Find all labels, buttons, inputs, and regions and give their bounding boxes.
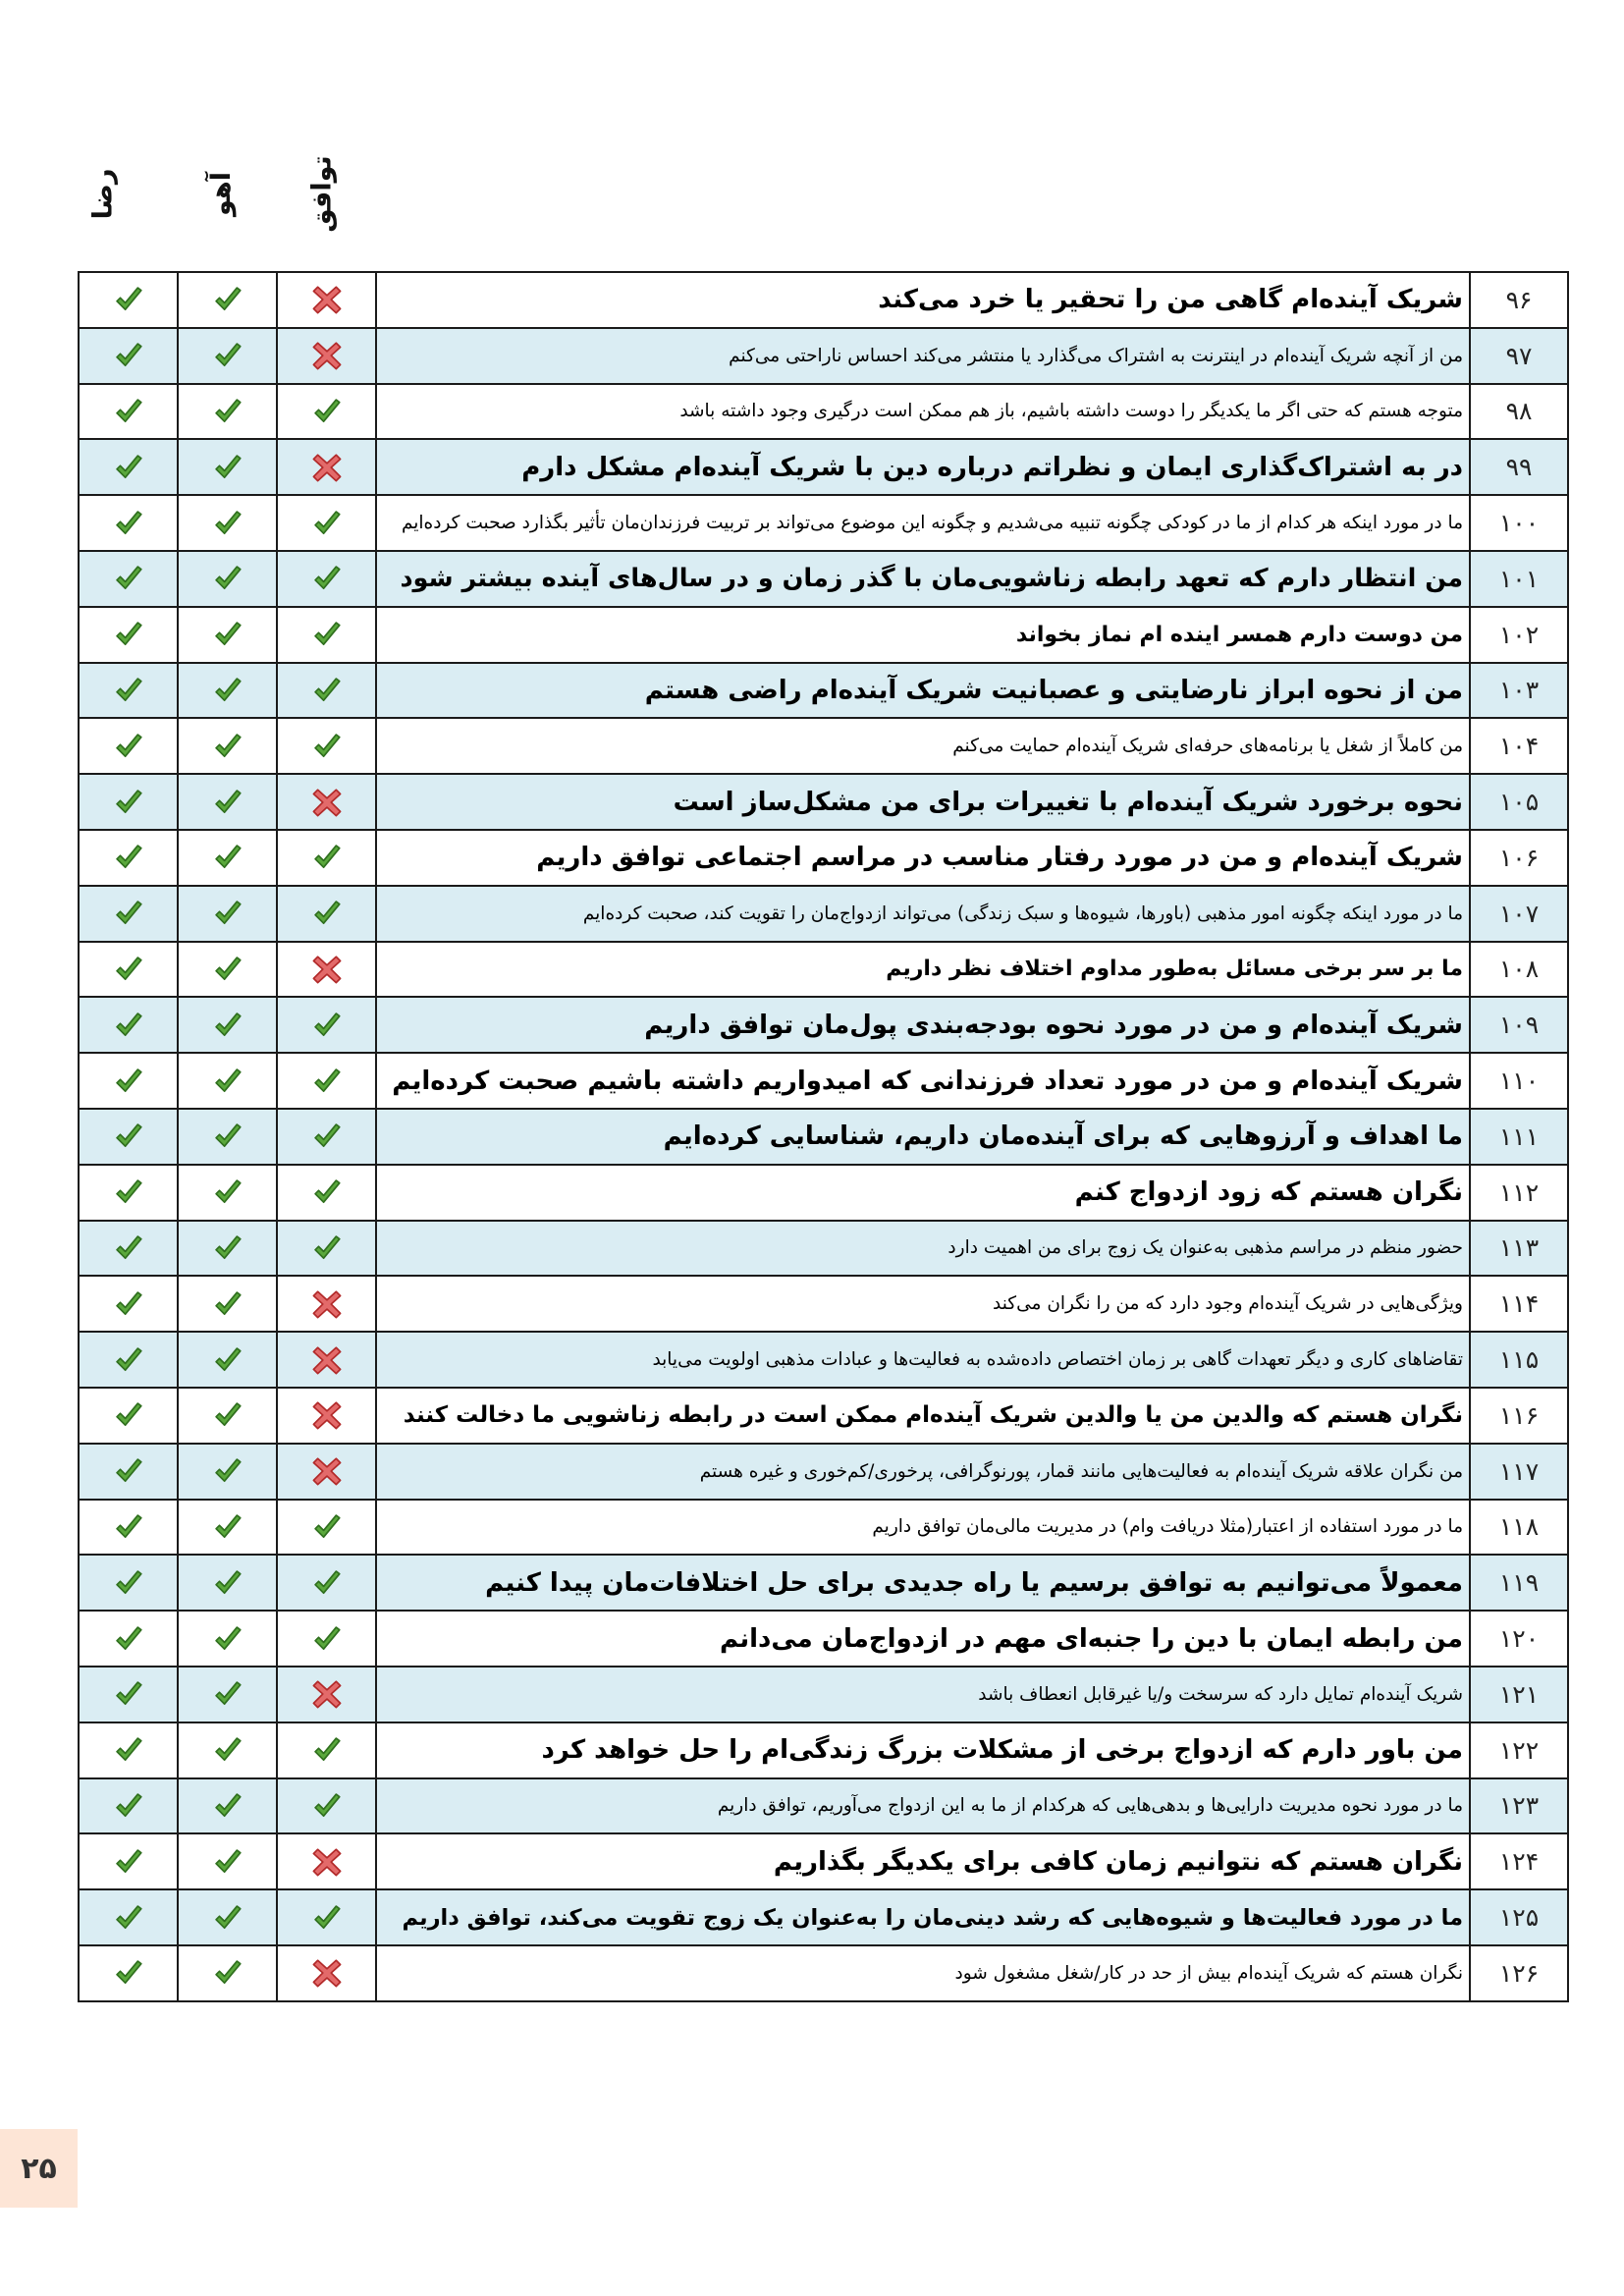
reza-cell xyxy=(79,551,178,607)
reza-cell xyxy=(79,1945,178,2001)
agreement-cell xyxy=(277,1555,376,1611)
reza-cell xyxy=(79,1555,178,1611)
ahoo-cell xyxy=(178,607,277,663)
agreement-cell xyxy=(277,997,376,1053)
statement-text: ما در مورد اینکه هر کدام از ما در کودکی چگونه تنبیه می‌شدیم و چگونه این موضوع می‌تواند بر تربیت فرزندان‌مان تأثیر بگذارد صحبت کرده‌ایم xyxy=(376,495,1470,551)
ahoo-cell xyxy=(178,384,277,440)
check-icon xyxy=(80,562,177,595)
statement-text: ما اهداف و آرزوهایی که برای آینده‌مان داریم، شناسایی کرده‌ایم xyxy=(376,1109,1470,1165)
item-number: ۱۱۲ xyxy=(1470,1165,1568,1221)
statement-text: من رابطه ایمان با دین را جنبه‌ای مهم در ازدواج‌مان می‌دانم xyxy=(376,1611,1470,1667)
item-number: ۱۱۶ xyxy=(1470,1388,1568,1444)
agreement-cell xyxy=(277,1833,376,1889)
agreement-cell xyxy=(277,551,376,607)
agreement-cell xyxy=(277,1611,376,1667)
table-row xyxy=(79,1945,1568,2001)
ahoo-cell xyxy=(178,1500,277,1556)
ahoo-cell xyxy=(178,997,277,1053)
item-number: ۱۰۹ xyxy=(1470,997,1568,1053)
reza-cell xyxy=(79,1165,178,1221)
statement-text: ما در مورد استفاده از اعتبار(مثلا دریافت وام) در مدیریت مالی‌مان توافق داریم xyxy=(376,1500,1470,1556)
item-number: ۱۲۴ xyxy=(1470,1833,1568,1889)
reza-cell xyxy=(79,663,178,719)
check-icon xyxy=(278,1566,375,1600)
item-number: ۱۱۵ xyxy=(1470,1332,1568,1388)
cross-icon xyxy=(278,786,375,819)
table-row xyxy=(79,1388,1568,1444)
statement-text: نگران هستم که زود ازدواج کنم xyxy=(376,1165,1470,1221)
statement-text: شریک آینده‌ام گاهی من را تحقیر یا خرد می‌کند xyxy=(376,272,1470,328)
item-number: ۱۱۰ xyxy=(1470,1053,1568,1109)
table-row xyxy=(79,1555,1568,1611)
check-icon xyxy=(179,674,276,707)
check-icon xyxy=(80,1733,177,1767)
agreement-cell xyxy=(277,1722,376,1778)
check-icon xyxy=(179,562,276,595)
agreement-cell xyxy=(277,1053,376,1109)
ahoo-cell xyxy=(178,1945,277,2001)
check-icon xyxy=(179,507,276,540)
check-icon xyxy=(80,1956,177,1990)
ahoo-cell xyxy=(178,886,277,942)
item-number: ۱۱۷ xyxy=(1470,1444,1568,1500)
check-icon xyxy=(278,730,375,763)
check-icon xyxy=(278,1231,375,1265)
item-number: ۱۱۳ xyxy=(1470,1221,1568,1277)
table-row xyxy=(79,1667,1568,1722)
ahoo-cell xyxy=(178,1388,277,1444)
agreement-cell xyxy=(277,718,376,774)
check-icon xyxy=(278,1065,375,1098)
ahoo-cell xyxy=(178,439,277,495)
survey-table xyxy=(78,271,1569,2002)
cross-icon xyxy=(278,1845,375,1879)
check-icon xyxy=(179,283,276,316)
item-number: ۱۰۴ xyxy=(1470,718,1568,774)
check-icon xyxy=(278,1733,375,1767)
reza-cell xyxy=(79,1388,178,1444)
cross-icon xyxy=(278,1343,375,1377)
table-row xyxy=(79,1444,1568,1500)
statement-text: ما در مورد نحوه مدیریت دارایی‌ها و بدهی‌هایی که هرکدام از ما به این ازدواج می‌آوریم، توافق داریم xyxy=(376,1778,1470,1834)
check-icon xyxy=(80,451,177,484)
check-icon xyxy=(80,339,177,372)
check-icon xyxy=(80,1622,177,1656)
agreement-cell xyxy=(277,1388,376,1444)
agreement-cell xyxy=(277,607,376,663)
check-icon xyxy=(179,897,276,930)
reza-cell xyxy=(79,272,178,328)
table-row xyxy=(79,272,1568,328)
cross-icon xyxy=(278,339,375,372)
table-row xyxy=(79,718,1568,774)
agreement-cell xyxy=(277,1221,376,1277)
ahoo-cell xyxy=(178,1833,277,1889)
reza-cell xyxy=(79,1444,178,1500)
statement-text: شریک آینده‌ام و من در مورد نحوه بودجه‌بندی پول‌مان توافق داریم xyxy=(376,997,1470,1053)
reza-cell xyxy=(79,942,178,998)
agreement-cell xyxy=(277,1667,376,1722)
ahoo-cell xyxy=(178,1889,277,1945)
check-icon xyxy=(80,1398,177,1432)
item-number: ۱۲۱ xyxy=(1470,1667,1568,1722)
table-row xyxy=(79,1276,1568,1332)
reza-cell xyxy=(79,1722,178,1778)
check-icon xyxy=(80,1566,177,1600)
check-icon xyxy=(278,1009,375,1042)
cross-icon xyxy=(278,1287,375,1321)
statement-text: تقاضاهای کاری و دیگر تعهدات گاهی بر زمان اختصاص داده‌شده به فعالیت‌ها و عبادات مذهبی اولویت می‌یابد xyxy=(376,1332,1470,1388)
agreement-cell xyxy=(277,886,376,942)
reza-cell xyxy=(79,384,178,440)
cross-icon xyxy=(278,1454,375,1488)
ahoo-cell xyxy=(178,1165,277,1221)
cross-icon xyxy=(278,451,375,484)
item-number: ۱۲۵ xyxy=(1470,1889,1568,1945)
item-number: ۱۰۶ xyxy=(1470,830,1568,886)
check-icon xyxy=(179,1845,276,1879)
reza-cell xyxy=(79,997,178,1053)
agreement-cell xyxy=(277,774,376,830)
check-icon xyxy=(179,618,276,651)
statement-text: من باور دارم که ازدواج برخی از مشکلات بزرگ زندگی‌ام را حل خواهد کرد xyxy=(376,1722,1470,1778)
reza-cell xyxy=(79,1332,178,1388)
item-number: ۱۰۳ xyxy=(1470,663,1568,719)
agreement-cell xyxy=(277,495,376,551)
reza-cell xyxy=(79,1276,178,1332)
check-icon xyxy=(80,1677,177,1711)
check-icon xyxy=(80,1009,177,1042)
statement-text: من دوست دارم همسر اینده ام نماز بخواند xyxy=(376,607,1470,663)
item-number: ۹۷ xyxy=(1470,328,1568,384)
check-icon xyxy=(80,283,177,316)
check-icon xyxy=(179,1566,276,1600)
ahoo-cell xyxy=(178,1611,277,1667)
table-row xyxy=(79,1332,1568,1388)
check-icon xyxy=(179,730,276,763)
reza-cell xyxy=(79,439,178,495)
check-icon xyxy=(278,1789,375,1823)
agreement-cell xyxy=(277,1945,376,2001)
check-icon xyxy=(179,1622,276,1656)
reza-cell xyxy=(79,718,178,774)
statement-text: متوجه هستم که حتی اگر ما یکدیگر را دوست داشته باشیم، باز هم ممکن است درگیری وجود داشته باشد xyxy=(376,384,1470,440)
cross-icon xyxy=(278,1398,375,1432)
ahoo-cell xyxy=(178,718,277,774)
check-icon xyxy=(179,1120,276,1153)
table-row xyxy=(79,1778,1568,1834)
ahoo-cell xyxy=(178,328,277,384)
agreement-cell xyxy=(277,1165,376,1221)
reza-cell xyxy=(79,1778,178,1834)
table-row xyxy=(79,439,1568,495)
item-number: ۱۲۰ xyxy=(1470,1611,1568,1667)
check-icon xyxy=(80,1231,177,1265)
check-icon xyxy=(80,618,177,651)
ahoo-cell xyxy=(178,1667,277,1722)
statement-text: ما در مورد فعالیت‌ها و شیوه‌هایی که رشد دینی‌مان را به‌عنوان یک زوج تقویت می‌کند، توافق داریم xyxy=(376,1889,1470,1945)
item-number: ۱۱۹ xyxy=(1470,1555,1568,1611)
table-row xyxy=(79,495,1568,551)
check-icon xyxy=(278,507,375,540)
check-icon xyxy=(80,1901,177,1935)
check-icon xyxy=(179,395,276,428)
ahoo-cell xyxy=(178,1555,277,1611)
table-row xyxy=(79,1221,1568,1277)
check-icon xyxy=(179,451,276,484)
item-number: ۱۰۱ xyxy=(1470,551,1568,607)
ahoo-cell xyxy=(178,495,277,551)
ahoo-cell xyxy=(178,551,277,607)
check-icon xyxy=(80,395,177,428)
check-icon xyxy=(179,1956,276,1990)
agreement-cell xyxy=(277,439,376,495)
table-row xyxy=(79,663,1568,719)
agreement-cell xyxy=(277,1276,376,1332)
check-icon xyxy=(179,1789,276,1823)
reza-cell xyxy=(79,1500,178,1556)
statement-text: در به اشتراک‌گذاری ایمان و نظراتم درباره دین با شریک آینده‌ام مشکل دارم xyxy=(376,439,1470,495)
column-header-ahoo: آهو xyxy=(205,172,237,216)
agreement-cell xyxy=(277,1889,376,1945)
check-icon xyxy=(179,1009,276,1042)
statement-text: شریک آینده‌ام و من در مورد تعداد فرزندانی که امیدواریم داشته باشیم صحبت کرده‌ایم xyxy=(376,1053,1470,1109)
agreement-cell xyxy=(277,328,376,384)
item-number: ۱۱۱ xyxy=(1470,1109,1568,1165)
check-icon xyxy=(80,786,177,819)
check-icon xyxy=(179,1677,276,1711)
reza-cell xyxy=(79,607,178,663)
table-row xyxy=(79,774,1568,830)
check-icon xyxy=(179,953,276,986)
statement-text: من از آنچه شریک آینده‌ام در اینترنت به اشتراک می‌گذارد یا منتشر می‌کند احساس ناراحتی می‌کنم xyxy=(376,328,1470,384)
table-row xyxy=(79,942,1568,998)
ahoo-cell xyxy=(178,1109,277,1165)
ahoo-cell xyxy=(178,1444,277,1500)
check-icon xyxy=(179,1510,276,1544)
agreement-cell xyxy=(277,384,376,440)
page-number: ۲۵ xyxy=(0,2129,78,2208)
statement-text: نگران هستم که شریک آینده‌ام بیش از حد در کار/شغل مشغول شود xyxy=(376,1945,1470,2001)
check-icon xyxy=(80,1065,177,1098)
item-number: ۹۸ xyxy=(1470,384,1568,440)
ahoo-cell xyxy=(178,1332,277,1388)
check-icon xyxy=(179,1454,276,1488)
table-row xyxy=(79,551,1568,607)
check-icon xyxy=(80,953,177,986)
table-row xyxy=(79,328,1568,384)
statement-text: معمولاً می‌توانیم به توافق برسیم یا راه جدیدی برای حل اختلافات‌مان پیدا کنیم xyxy=(376,1555,1470,1611)
ahoo-cell xyxy=(178,1778,277,1834)
item-number: ۱۱۸ xyxy=(1470,1500,1568,1556)
item-number: ۱۲۲ xyxy=(1470,1722,1568,1778)
reza-cell xyxy=(79,1667,178,1722)
agreement-cell xyxy=(277,1109,376,1165)
check-icon xyxy=(80,841,177,874)
check-icon xyxy=(278,674,375,707)
reza-cell xyxy=(79,1889,178,1945)
check-icon xyxy=(278,1510,375,1544)
statement-text: شریک آینده‌ام و من در مورد رفتار مناسب در مراسم اجتماعی توافق داریم xyxy=(376,830,1470,886)
table-row xyxy=(79,1833,1568,1889)
statement-text: حضور منظم در مراسم مذهبی به‌عنوان یک زوج برای من اهمیت دارد xyxy=(376,1221,1470,1277)
check-icon xyxy=(80,1175,177,1209)
ahoo-cell xyxy=(178,1276,277,1332)
item-number: ۱۰۷ xyxy=(1470,886,1568,942)
agreement-cell xyxy=(277,1778,376,1834)
table-row xyxy=(79,1053,1568,1109)
agreement-cell xyxy=(277,830,376,886)
reza-cell xyxy=(79,1053,178,1109)
reza-cell xyxy=(79,1221,178,1277)
check-icon xyxy=(80,1287,177,1321)
table-row xyxy=(79,1889,1568,1945)
item-number: ۱۱۴ xyxy=(1470,1276,1568,1332)
agreement-cell xyxy=(277,663,376,719)
reza-cell xyxy=(79,1611,178,1667)
statement-text: نحوه برخورد شریک آینده‌ام با تغییرات برای من مشکل‌ساز است xyxy=(376,774,1470,830)
check-icon xyxy=(278,562,375,595)
ahoo-cell xyxy=(178,1722,277,1778)
statement-text: ما در مورد اینکه چگونه امور مذهبی (باورها، شیوه‌ها و سبک زندگی) می‌تواند ازدواج‌مان را تقویت کند، صحبت کرده‌ایم xyxy=(376,886,1470,942)
statement-text: شریک آینده‌ام تمایل دارد که سرسخت و/یا غیرقابل انعطاف باشد xyxy=(376,1667,1470,1722)
reza-cell xyxy=(79,1833,178,1889)
reza-cell xyxy=(79,328,178,384)
check-icon xyxy=(80,1845,177,1879)
check-icon xyxy=(179,1398,276,1432)
item-number: ۱۰۸ xyxy=(1470,942,1568,998)
table-row xyxy=(79,607,1568,663)
table-row xyxy=(79,1500,1568,1556)
check-icon xyxy=(278,395,375,428)
statement-text: من از نحوه ابراز نارضایتی و عصبانیت شریک آینده‌ام راضی هستم xyxy=(376,663,1470,719)
agreement-cell xyxy=(277,272,376,328)
check-icon xyxy=(179,1231,276,1265)
ahoo-cell xyxy=(178,830,277,886)
check-icon xyxy=(278,1901,375,1935)
check-icon xyxy=(278,897,375,930)
check-icon xyxy=(80,730,177,763)
ahoo-cell xyxy=(178,1053,277,1109)
column-header-reza: رضا xyxy=(87,168,119,220)
statement-text: ویژگی‌هایی در شریک آینده‌ام وجود دارد که من را نگران می‌کند xyxy=(376,1276,1470,1332)
table-row xyxy=(79,1109,1568,1165)
check-icon xyxy=(179,1175,276,1209)
agreement-cell xyxy=(277,1444,376,1500)
check-icon xyxy=(179,339,276,372)
table-row xyxy=(79,1611,1568,1667)
ahoo-cell xyxy=(178,272,277,328)
cross-icon xyxy=(278,1956,375,1990)
agreement-cell xyxy=(277,1332,376,1388)
table-row xyxy=(79,997,1568,1053)
check-icon xyxy=(80,674,177,707)
item-number: ۹۶ xyxy=(1470,272,1568,328)
item-number: ۱۲۶ xyxy=(1470,1945,1568,2001)
ahoo-cell xyxy=(178,774,277,830)
check-icon xyxy=(278,1120,375,1153)
ahoo-cell xyxy=(178,942,277,998)
table-row xyxy=(79,830,1568,886)
ahoo-cell xyxy=(178,663,277,719)
item-number: ۱۰۲ xyxy=(1470,607,1568,663)
statement-text: من انتظار دارم که تعهد رابطه زناشویی‌مان با گذر زمان و در سال‌های آینده بیشتر شود xyxy=(376,551,1470,607)
check-icon xyxy=(278,1622,375,1656)
statement-text: من نگران علاقه شریک آینده‌ام به فعالیت‌هایی مانند قمار، پورنوگرافی، پرخوری/کم‌خوری و غیره هستم xyxy=(376,1444,1470,1500)
check-icon xyxy=(278,841,375,874)
table-row xyxy=(79,1165,1568,1221)
reza-cell xyxy=(79,495,178,551)
check-icon xyxy=(80,1454,177,1488)
table-row xyxy=(79,384,1568,440)
cross-icon xyxy=(278,1677,375,1711)
check-icon xyxy=(80,897,177,930)
check-icon xyxy=(179,1343,276,1377)
statement-text: ما بر سر برخی مسائل به‌طور مداوم اختلاف نظر داریم xyxy=(376,942,1470,998)
check-icon xyxy=(80,507,177,540)
check-icon xyxy=(278,618,375,651)
item-number: ۱۰۵ xyxy=(1470,774,1568,830)
reza-cell xyxy=(79,1109,178,1165)
check-icon xyxy=(80,1510,177,1544)
check-icon xyxy=(179,1287,276,1321)
table-row xyxy=(79,1722,1568,1778)
check-icon xyxy=(179,1733,276,1767)
agreement-cell xyxy=(277,1500,376,1556)
check-icon xyxy=(80,1120,177,1153)
column-header-agreement: توافق xyxy=(306,155,338,233)
reza-cell xyxy=(79,774,178,830)
check-icon xyxy=(179,1901,276,1935)
statement-text: نگران هستم که والدین من یا والدین شریک آینده‌ام ممکن است در رابطه زناشویی ما دخالت کنند xyxy=(376,1388,1470,1444)
check-icon xyxy=(179,841,276,874)
check-icon xyxy=(278,1175,375,1209)
ahoo-cell xyxy=(178,1221,277,1277)
cross-icon xyxy=(278,283,375,316)
cross-icon xyxy=(278,953,375,986)
reza-cell xyxy=(79,886,178,942)
check-icon xyxy=(179,1065,276,1098)
statement-text: نگران هستم که نتوانیم زمان کافی برای یکدیگر بگذاریم xyxy=(376,1833,1470,1889)
statement-text: من کاملاً از شغل یا برنامه‌های حرفه‌ای شریک آینده‌ام حمایت می‌کنم xyxy=(376,718,1470,774)
check-icon xyxy=(80,1789,177,1823)
item-number: ۱۰۰ xyxy=(1470,495,1568,551)
check-icon xyxy=(179,786,276,819)
agreement-cell xyxy=(277,942,376,998)
check-icon xyxy=(80,1343,177,1377)
table-row xyxy=(79,886,1568,942)
item-number: ۹۹ xyxy=(1470,439,1568,495)
item-number: ۱۲۳ xyxy=(1470,1778,1568,1834)
reza-cell xyxy=(79,830,178,886)
